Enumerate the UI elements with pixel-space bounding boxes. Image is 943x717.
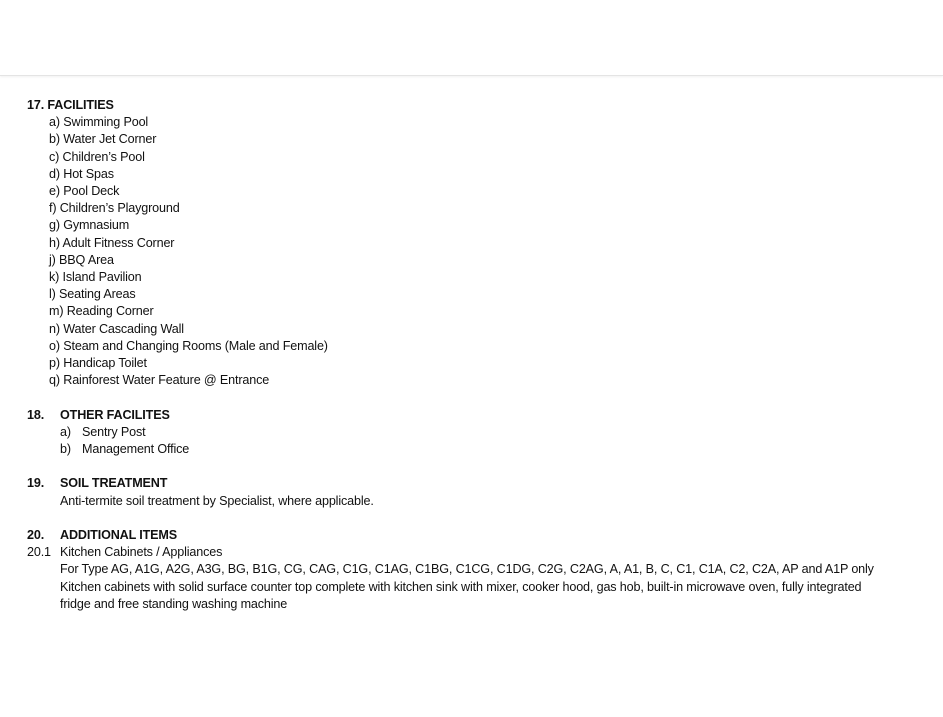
facility-item: h) Adult Fitness Corner [49, 236, 175, 250]
facility-item: b) Water Jet Corner [49, 132, 157, 146]
section-18-number: 18. [27, 408, 45, 422]
facility-item: n) Water Cascading Wall [49, 322, 184, 336]
facility-item: m) Reading Corner [49, 304, 154, 318]
facility-item: l) Seating Areas [49, 287, 136, 301]
facility-item: o) Steam and Changing Rooms (Male and Female) [49, 339, 328, 353]
facility-item: p) Handicap Toilet [49, 356, 147, 370]
section-19-number: 19. [27, 476, 45, 490]
list-item-letter: a) [60, 425, 71, 439]
section-19-title: SOIL TREATMENT [60, 476, 168, 490]
facility-item: c) Children’s Pool [49, 150, 145, 164]
section-19-text: Anti-termite soil treatment by Specialist, where applicable. [60, 494, 374, 508]
facility-item: e) Pool Deck [49, 184, 120, 198]
facility-item: q) Rainforest Water Feature @ Entrance [49, 373, 270, 387]
subsection-line: fridge and free standing washing machine [60, 597, 288, 611]
subsection-line: For Type AG, A1G, A2G, A3G, BG, B1G, CG, CAG, C1G, C1AG, C1BG, C1CG, C1DG, C2G, C2AG, A, A1, B, C, C1, C1A, C2, C2A, AP and A1P only [60, 562, 874, 576]
facility-item: k) Island Pavilion [49, 270, 142, 284]
facility-item: j) BBQ Area [49, 253, 114, 267]
subsection-title: Kitchen Cabinets / Appliances [60, 545, 223, 559]
subsection-number: 20.1 [27, 545, 51, 559]
facility-item: d) Hot Spas [49, 167, 114, 181]
list-item-letter: b) [60, 442, 71, 456]
viewer-top-bar [0, 0, 943, 76]
section-20-number: 20. [27, 528, 45, 542]
section-20-title: ADDITIONAL ITEMS [60, 528, 178, 542]
list-item-text: Sentry Post [82, 425, 146, 439]
facility-item: f) Children’s Playground [49, 201, 180, 215]
subsection-line: Kitchen cabinets with solid surface counter top complete with kitchen sink with mixer, cooker hood, gas hob, built-in microwave oven, fully integrated [60, 580, 862, 594]
section-17-heading: 17. FACILITIES [27, 98, 114, 112]
section-18-title: OTHER FACILITES [60, 408, 170, 422]
facility-item: a) Swimming Pool [49, 115, 149, 129]
facility-item: g) Gymnasium [49, 218, 130, 232]
list-item-text: Management Office [82, 442, 190, 456]
